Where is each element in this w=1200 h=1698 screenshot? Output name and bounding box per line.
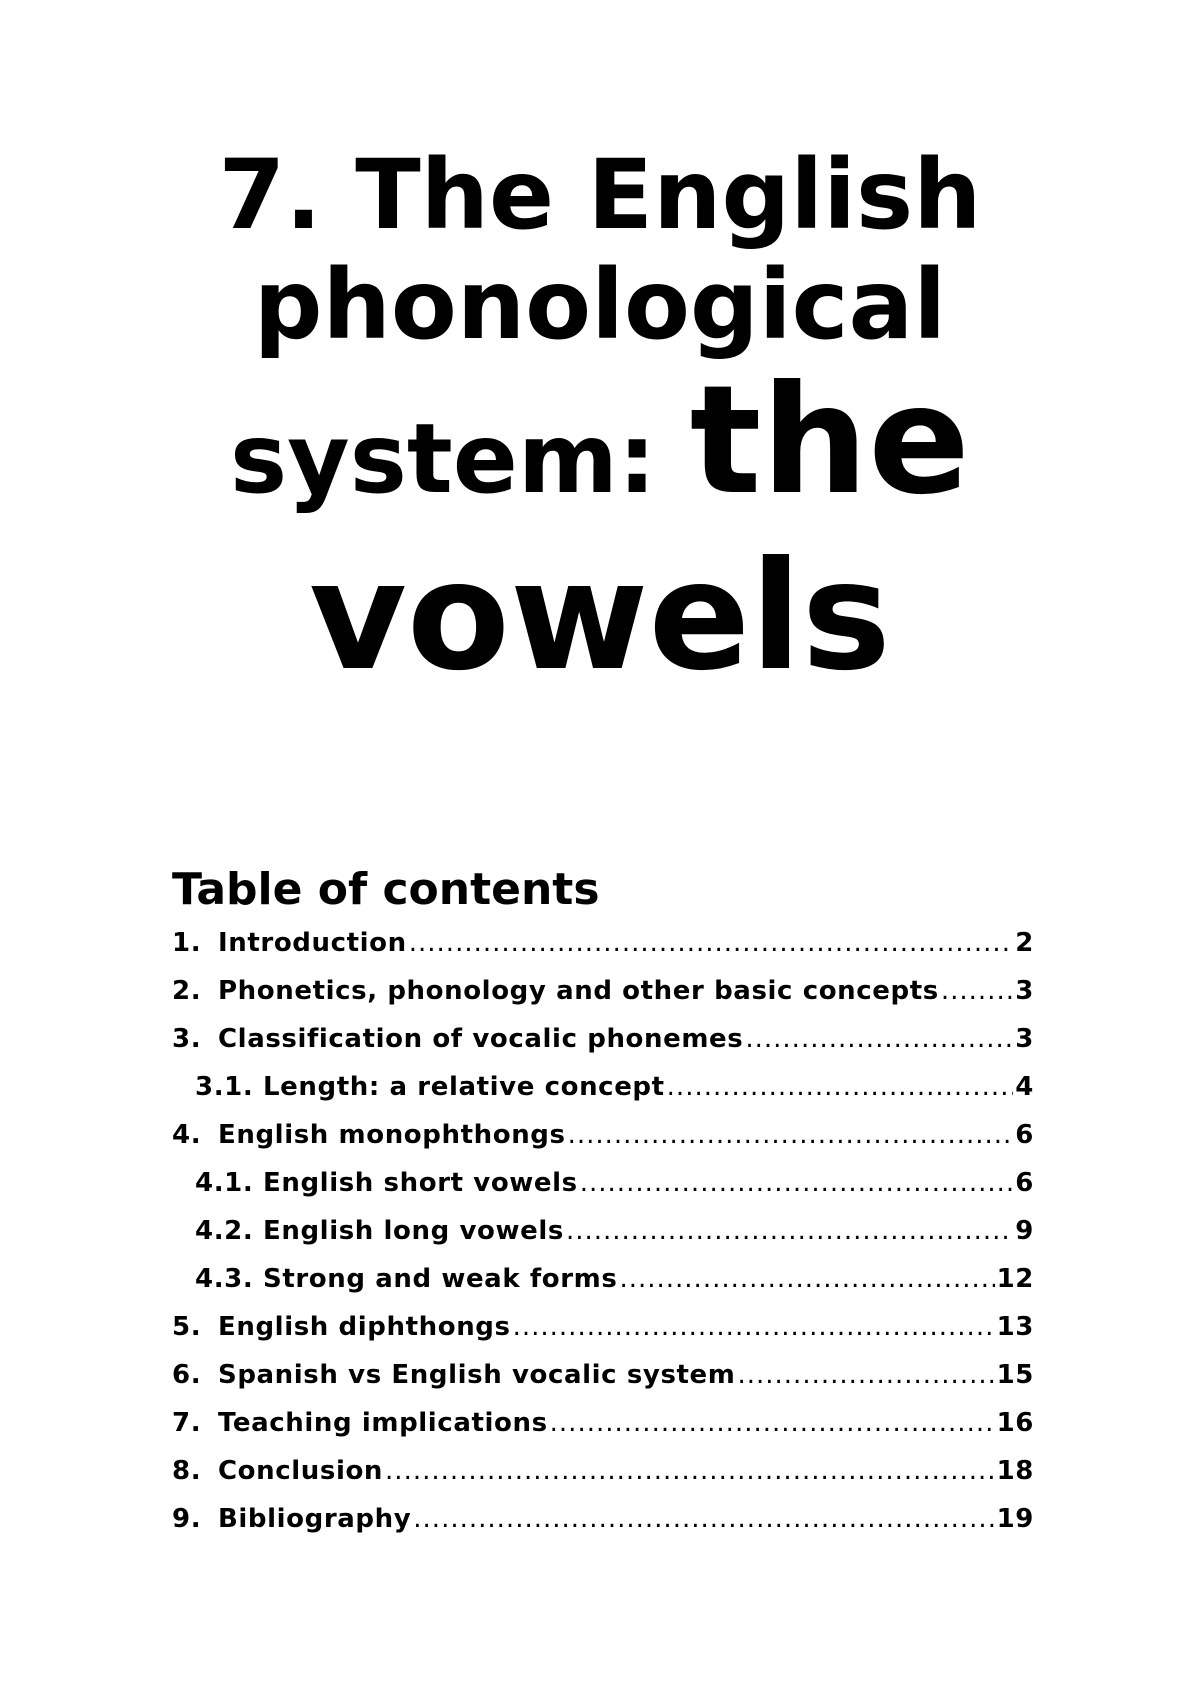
- toc-entry-title: Conclusion: [218, 1456, 384, 1486]
- toc-dot-leader: [580, 1168, 1014, 1198]
- document-title: [0, 139, 1200, 704]
- title-line-3-big: the: [689, 354, 970, 528]
- toc-entry-number: 2.: [172, 976, 202, 1006]
- toc-dot-leader: [568, 1120, 1014, 1150]
- toc-entry-page: 3: [1015, 976, 1034, 1006]
- toc-entry-title: Spanish vs English vocalic system: [218, 1360, 736, 1390]
- toc-dot-leader: [566, 1216, 1013, 1246]
- toc-entry-page: 4: [1015, 1072, 1034, 1102]
- toc-entry-title: Teaching implications: [218, 1408, 548, 1438]
- toc-entry-number: 4.1.: [195, 1168, 254, 1198]
- toc-entry-number: 4.2.: [195, 1216, 254, 1246]
- toc-subentry[interactable]: [172, 1072, 1034, 1120]
- toc-entry[interactable]: [172, 928, 1034, 976]
- toc-entry-number: 4.: [172, 1120, 202, 1150]
- toc-dot-leader: [413, 1504, 994, 1534]
- toc-entry-number: 8.: [172, 1456, 202, 1486]
- toc-subentry[interactable]: [172, 1168, 1034, 1216]
- toc-entry[interactable]: [172, 1120, 1034, 1168]
- title-line-1: 7. The English: [218, 139, 982, 251]
- toc-dot-leader: [513, 1312, 995, 1342]
- toc-entry-title: Introduction: [218, 928, 407, 958]
- toc-entry-number: 7.: [172, 1408, 202, 1438]
- toc-entry-title: Length: a relative concept: [263, 1072, 665, 1102]
- toc-entry-page: 6: [1015, 1168, 1034, 1198]
- toc-entry-title: English long vowels: [263, 1216, 564, 1246]
- toc-entry-page: 18: [996, 1456, 1034, 1486]
- toc-entry[interactable]: [172, 1360, 1034, 1408]
- toc-subentry[interactable]: [172, 1264, 1034, 1312]
- title-line-2: phonological: [253, 249, 947, 361]
- toc-entry-page: 12: [996, 1264, 1034, 1294]
- toc-entry-page: 9: [1015, 1216, 1034, 1246]
- toc-entry[interactable]: [172, 1504, 1034, 1552]
- toc-entry[interactable]: [172, 976, 1034, 1024]
- title-line-4: vowels: [309, 530, 891, 704]
- toc-dot-leader: [737, 1360, 994, 1390]
- toc-entry-page: 13: [996, 1312, 1034, 1342]
- toc-heading: Table of contents: [172, 864, 600, 915]
- toc-subentry[interactable]: [172, 1216, 1034, 1264]
- toc-dot-leader: [941, 976, 1013, 1006]
- toc-entry-page: 3: [1015, 1024, 1034, 1054]
- title-line-3-small: system:: [230, 403, 690, 515]
- table-of-contents: [172, 862, 1034, 1552]
- toc-entry[interactable]: [172, 1408, 1034, 1456]
- toc-entry[interactable]: [172, 1312, 1034, 1360]
- toc-entry-title: Classification of vocalic phonemes: [218, 1024, 744, 1054]
- toc-entry-title: English diphthongs: [218, 1312, 511, 1342]
- toc-entry-number: 3.: [172, 1024, 202, 1054]
- toc-entry-number: 3.1.: [195, 1072, 254, 1102]
- toc-entry[interactable]: [172, 1024, 1034, 1072]
- toc-dot-leader: [385, 1456, 995, 1486]
- toc-entry-number: 1.: [172, 928, 202, 958]
- toc-entry-page: 16: [996, 1408, 1034, 1438]
- toc-dot-leader: [550, 1408, 995, 1438]
- toc-entry-title: English short vowels: [263, 1168, 578, 1198]
- toc-entry-page: 19: [996, 1504, 1034, 1534]
- title-line-3: [0, 354, 1200, 534]
- toc-dot-leader: [619, 1264, 994, 1294]
- toc-entry-title: Strong and weak forms: [263, 1264, 618, 1294]
- toc-entry-title: Phonetics, phonology and other basic concepts: [218, 976, 939, 1006]
- toc-entry-number: 9.: [172, 1504, 202, 1534]
- toc-entry-page: 15: [996, 1360, 1034, 1390]
- toc-entry-number: 6.: [172, 1360, 202, 1390]
- toc-entry-page: 6: [1015, 1120, 1034, 1150]
- toc-entry-title: Bibliography: [218, 1504, 412, 1534]
- toc-dot-leader: [667, 1072, 1014, 1102]
- toc-dot-leader: [409, 928, 1014, 958]
- toc-entry-number: 5.: [172, 1312, 202, 1342]
- toc-entry-number: 4.3.: [195, 1264, 254, 1294]
- toc-entry-title: English monophthongs: [218, 1120, 566, 1150]
- toc-entry-page: 2: [1015, 928, 1034, 958]
- toc-dot-leader: [745, 1024, 1013, 1054]
- toc-entry[interactable]: [172, 1456, 1034, 1504]
